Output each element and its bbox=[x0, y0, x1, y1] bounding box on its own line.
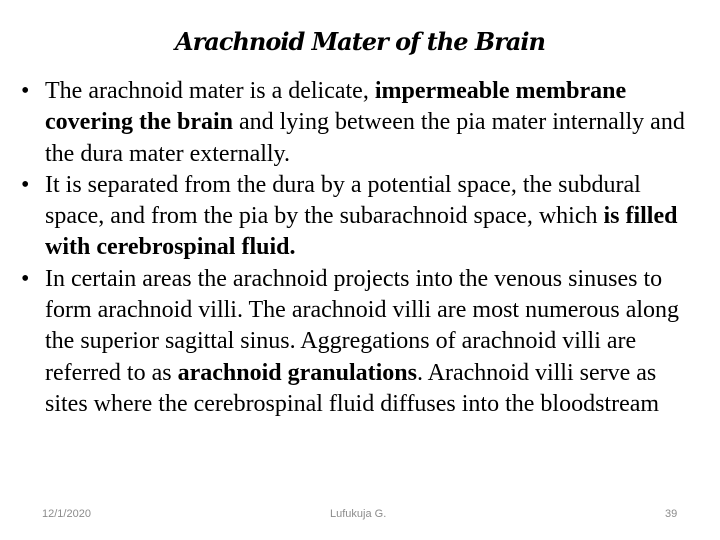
footer-page-number: 39 bbox=[665, 508, 678, 520]
bullet-text-bold: arachnoid granulations bbox=[177, 359, 417, 386]
bullet-text: It is separated from the dura by a potential space, the subdural space, and from the pia by the subarachnoid space, which bbox=[45, 171, 641, 230]
footer-date: 12/1/2020 bbox=[42, 508, 91, 520]
bullet-text-bold: is filled with cerebrospinal fluid. bbox=[45, 203, 678, 261]
bullet-marker: • bbox=[21, 265, 30, 292]
bullet-text: In certain areas the arachnoid projects into the venous sinuses to form arachnoid villi. The arachnoid villi are most numerous along the superior sagittal sinus. Aggregations of arachnoid villi are referred to as bbox=[45, 265, 680, 386]
bullet-item bbox=[21, 170, 701, 264]
bullet-text: . Arachnoid villi serve as sites where the cerebrospinal fluid diffuses into the bloodstream bbox=[45, 359, 660, 417]
slide-title: Arachnoid Mater of the Brain bbox=[175, 27, 545, 56]
bullet-marker: • bbox=[21, 78, 30, 104]
bullet-list bbox=[21, 76, 701, 420]
bullet-marker: • bbox=[21, 171, 30, 198]
bullet-item bbox=[21, 264, 701, 420]
bullet-text: and lying between the pia mater internally and the dura mater externally. bbox=[45, 109, 685, 167]
bullet-item bbox=[21, 76, 701, 170]
bullet-text-bold: impermeable membrane covering the brain bbox=[45, 78, 627, 136]
footer-author: Lufukuja G. bbox=[330, 508, 387, 520]
bullet-text: The arachnoid mater is a delicate, bbox=[45, 78, 375, 104]
